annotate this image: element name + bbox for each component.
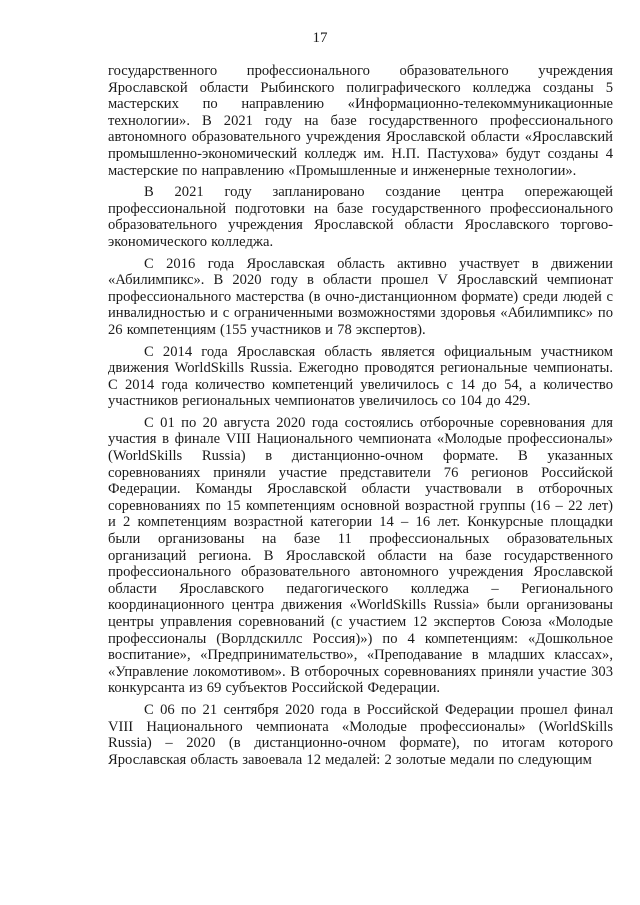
paragraph-national-final: С 06 по 21 сентября 2020 года в Российской Федерации прошел финал VIII Национального чемпионата «Молодые профессионалы» (WorldSkills Russia) – 2020 (в дистанционно-очном формате), по итогам которого Ярославская область завоевала 12 медалей: 2 золотые медали по следующим <box>108 701 613 768</box>
paragraph-qualifying-competitions: С 01 по 20 августа 2020 года состоялись отборочные соревнования для участия в финале VIII Национального чемпионата «Молодые профессионалы» (WorldSkills Russia) в дистанционно-очном формате. В указанных соревнованиях приняли участие представители 76 регионов Российской Федерации. Команды Ярославской области участвовали в отборочных соревнованиях по 15 компетенциям основной возрастной группы (16 – 22 лет) и 2 компетенциям возрастной категории 14 – 16 лет. Конкурсные площадки были организованы на базе 11 профессиональных образовательных организаций региона. В Ярославской области на базе государственного профессионального образовательного автономного учреждения Ярославской области Ярославского педагогического колледжа – Регионального координационного центра движения «WorldSkills Russia» были организованы центры управления соревнований (с участием 12 экспертов Союза «Молодые профессионалы (Ворлдскиллс Россия)») по 4 компетенциям: «Дошкольное воспитание», «Предпринимательство», «Преподавание в младших классах», «Управление локомотивом». В отборочных соревнованиях приняли участие 303 конкурсанта из 69 субъектов Российской Федерации. <box>108 414 613 697</box>
page-number: 17 <box>312 30 328 46</box>
document-body <box>108 63 613 773</box>
paragraph-abilympics: С 2016 года Ярославская область активно участвует в движении «Абилимпикс». В 2020 году в области прошел V Ярославский чемпионат профессионального мастерства (в очно-дистанционном формате) среди людей с инвалидностью и с ограниченными возможностями здоровья «Абилимпикс» по 26 компетенциям (155 участников и 78 экспертов). <box>108 255 613 338</box>
paragraph-workshops: государственного профессионального образовательного учреждения Ярославской области Рыбинского полиграфического колледжа созданы 5 мастерских по направлению «Информационно-телекоммуникационные технологии». В 2021 году на базе государственного профессионального автономного образовательного учреждения Ярославской области «Ярославский промышленно-экономический колледж им. Н.П. Пастухова» будут созданы 4 мастерские по направлению «Промышленные и инженерные технологии». <box>108 63 613 179</box>
paragraph-worldskills-participation: С 2014 года Ярославская область является официальным участником движения WorldSkills Russia. Ежегодно проводятся региональные чемпионаты. С 2014 года количество компетенций увеличилось с 14 до 54, а количество участников региональных чемпионатов увеличилось со 104 до 429. <box>108 343 613 410</box>
paragraph-training-center: В 2021 году запланировано создание центра опережающей профессиональной подготовки на базе государственного профессионального образовательного учреждения Ярославской области Ярославского торгово-экономического колледжа. <box>108 184 613 250</box>
